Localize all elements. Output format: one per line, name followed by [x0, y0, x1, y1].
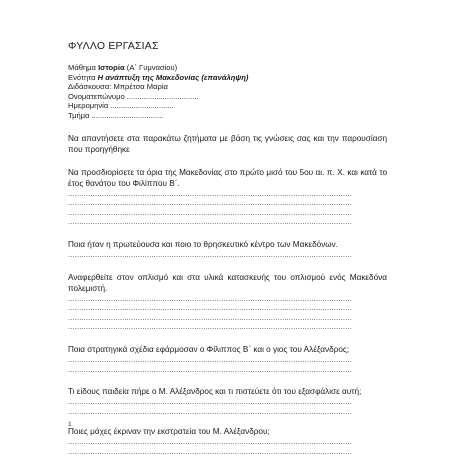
subject-label: Μάθημα [68, 63, 96, 72]
question-text: Ποια ήταν η πρωτεύουσα και ποιο το θρησκευτικό κέντρο των Μακεδόνων. [68, 239, 339, 249]
date-line: Ημερομηνία .............................. [68, 101, 174, 111]
answer-line: .............................................................................................................................. [68, 437, 352, 447]
subject-value: Ιστορία [98, 63, 125, 72]
answer-line: .............................................................................................................................. [68, 188, 352, 198]
question-block [68, 426, 387, 456]
page-number: 1 [68, 421, 72, 428]
answer-line: .............................................................................................................................. [68, 354, 352, 364]
instructions: Να απαντήσετε στα παρακάτω ζητήματα με βάση τις γνώσεις σας και την παρουσίαση που προηγήθηκε [68, 133, 387, 154]
answer-line: .............................................................................................................................. [68, 446, 352, 456]
question-block [68, 167, 387, 227]
question-text: Να προσδιορίσετε τα όρια της Μακεδονίας στο πρώτο μισό του 5ου αι. π. Χ. και κατά το έτος θανάτου του Φιλίππου Β΄. [68, 167, 387, 188]
student-name-line: Ονοματεπώνυμο .................................. [68, 91, 199, 101]
answer-line: .............................................................................................................................. [68, 249, 352, 259]
answer-line: .............................................................................................................................. [68, 312, 352, 322]
answer-line: .............................................................................................................................. [68, 217, 352, 227]
subject-line [68, 63, 387, 73]
answer-line: .............................................................................................................................. [68, 322, 352, 332]
answer-line: .............................................................................................................................. [68, 406, 352, 416]
worksheet-title: ΦΥΛΛΟ ΕΡΓΑΣΙΑΣ [68, 40, 159, 52]
question-block [68, 272, 387, 332]
answer-line: .............................................................................................................................. [68, 207, 352, 217]
subject-note: (Α΄ Γυμνασίου) [126, 63, 178, 72]
unit-label: Ενότητα [68, 72, 96, 82]
answer-line: .............................................................................................................................. [68, 397, 352, 407]
question-text: Ποιες μάχες έκριναν την εκστρατεία του Μ. Αλέξανδρου; [68, 427, 270, 437]
question-text: Αναφερθείτε στον οπλισμό και στα υλικά κατασκευής του οπλισμού ενός Μακεδόνα πολεμιστή. [68, 272, 387, 293]
question-text: Τι είδους παιδεία πήρε ο Μ. Αλέξανδρος και τι πιστεύετε ότι του εξασφάλισε αυτή; [68, 387, 362, 397]
question-block [68, 239, 387, 260]
question-block [68, 344, 387, 374]
unit-value: Η ανάπτυξη της Μακεδονίας (επανάληψη) [97, 72, 249, 82]
answer-line: .............................................................................................................................. [68, 198, 352, 208]
question-block [68, 386, 387, 416]
teacher-line: Διδάσκουσα: Μπρέτσα Μαρία [68, 82, 168, 92]
class-line: Τμήμα .................................. [68, 110, 164, 120]
answer-line: .............................................................................................................................. [68, 293, 352, 303]
worksheet-meta [68, 63, 387, 121]
answer-line: .............................................................................................................................. [68, 303, 352, 313]
question-text: Ποια στρατηγικά σχέδια εφάρμοσαν ο Φίλιππος Β΄ και ο γιος του Αλέξανδρος; [68, 344, 350, 354]
unit-line [68, 73, 387, 83]
answer-line: .............................................................................................................................. [68, 364, 352, 374]
